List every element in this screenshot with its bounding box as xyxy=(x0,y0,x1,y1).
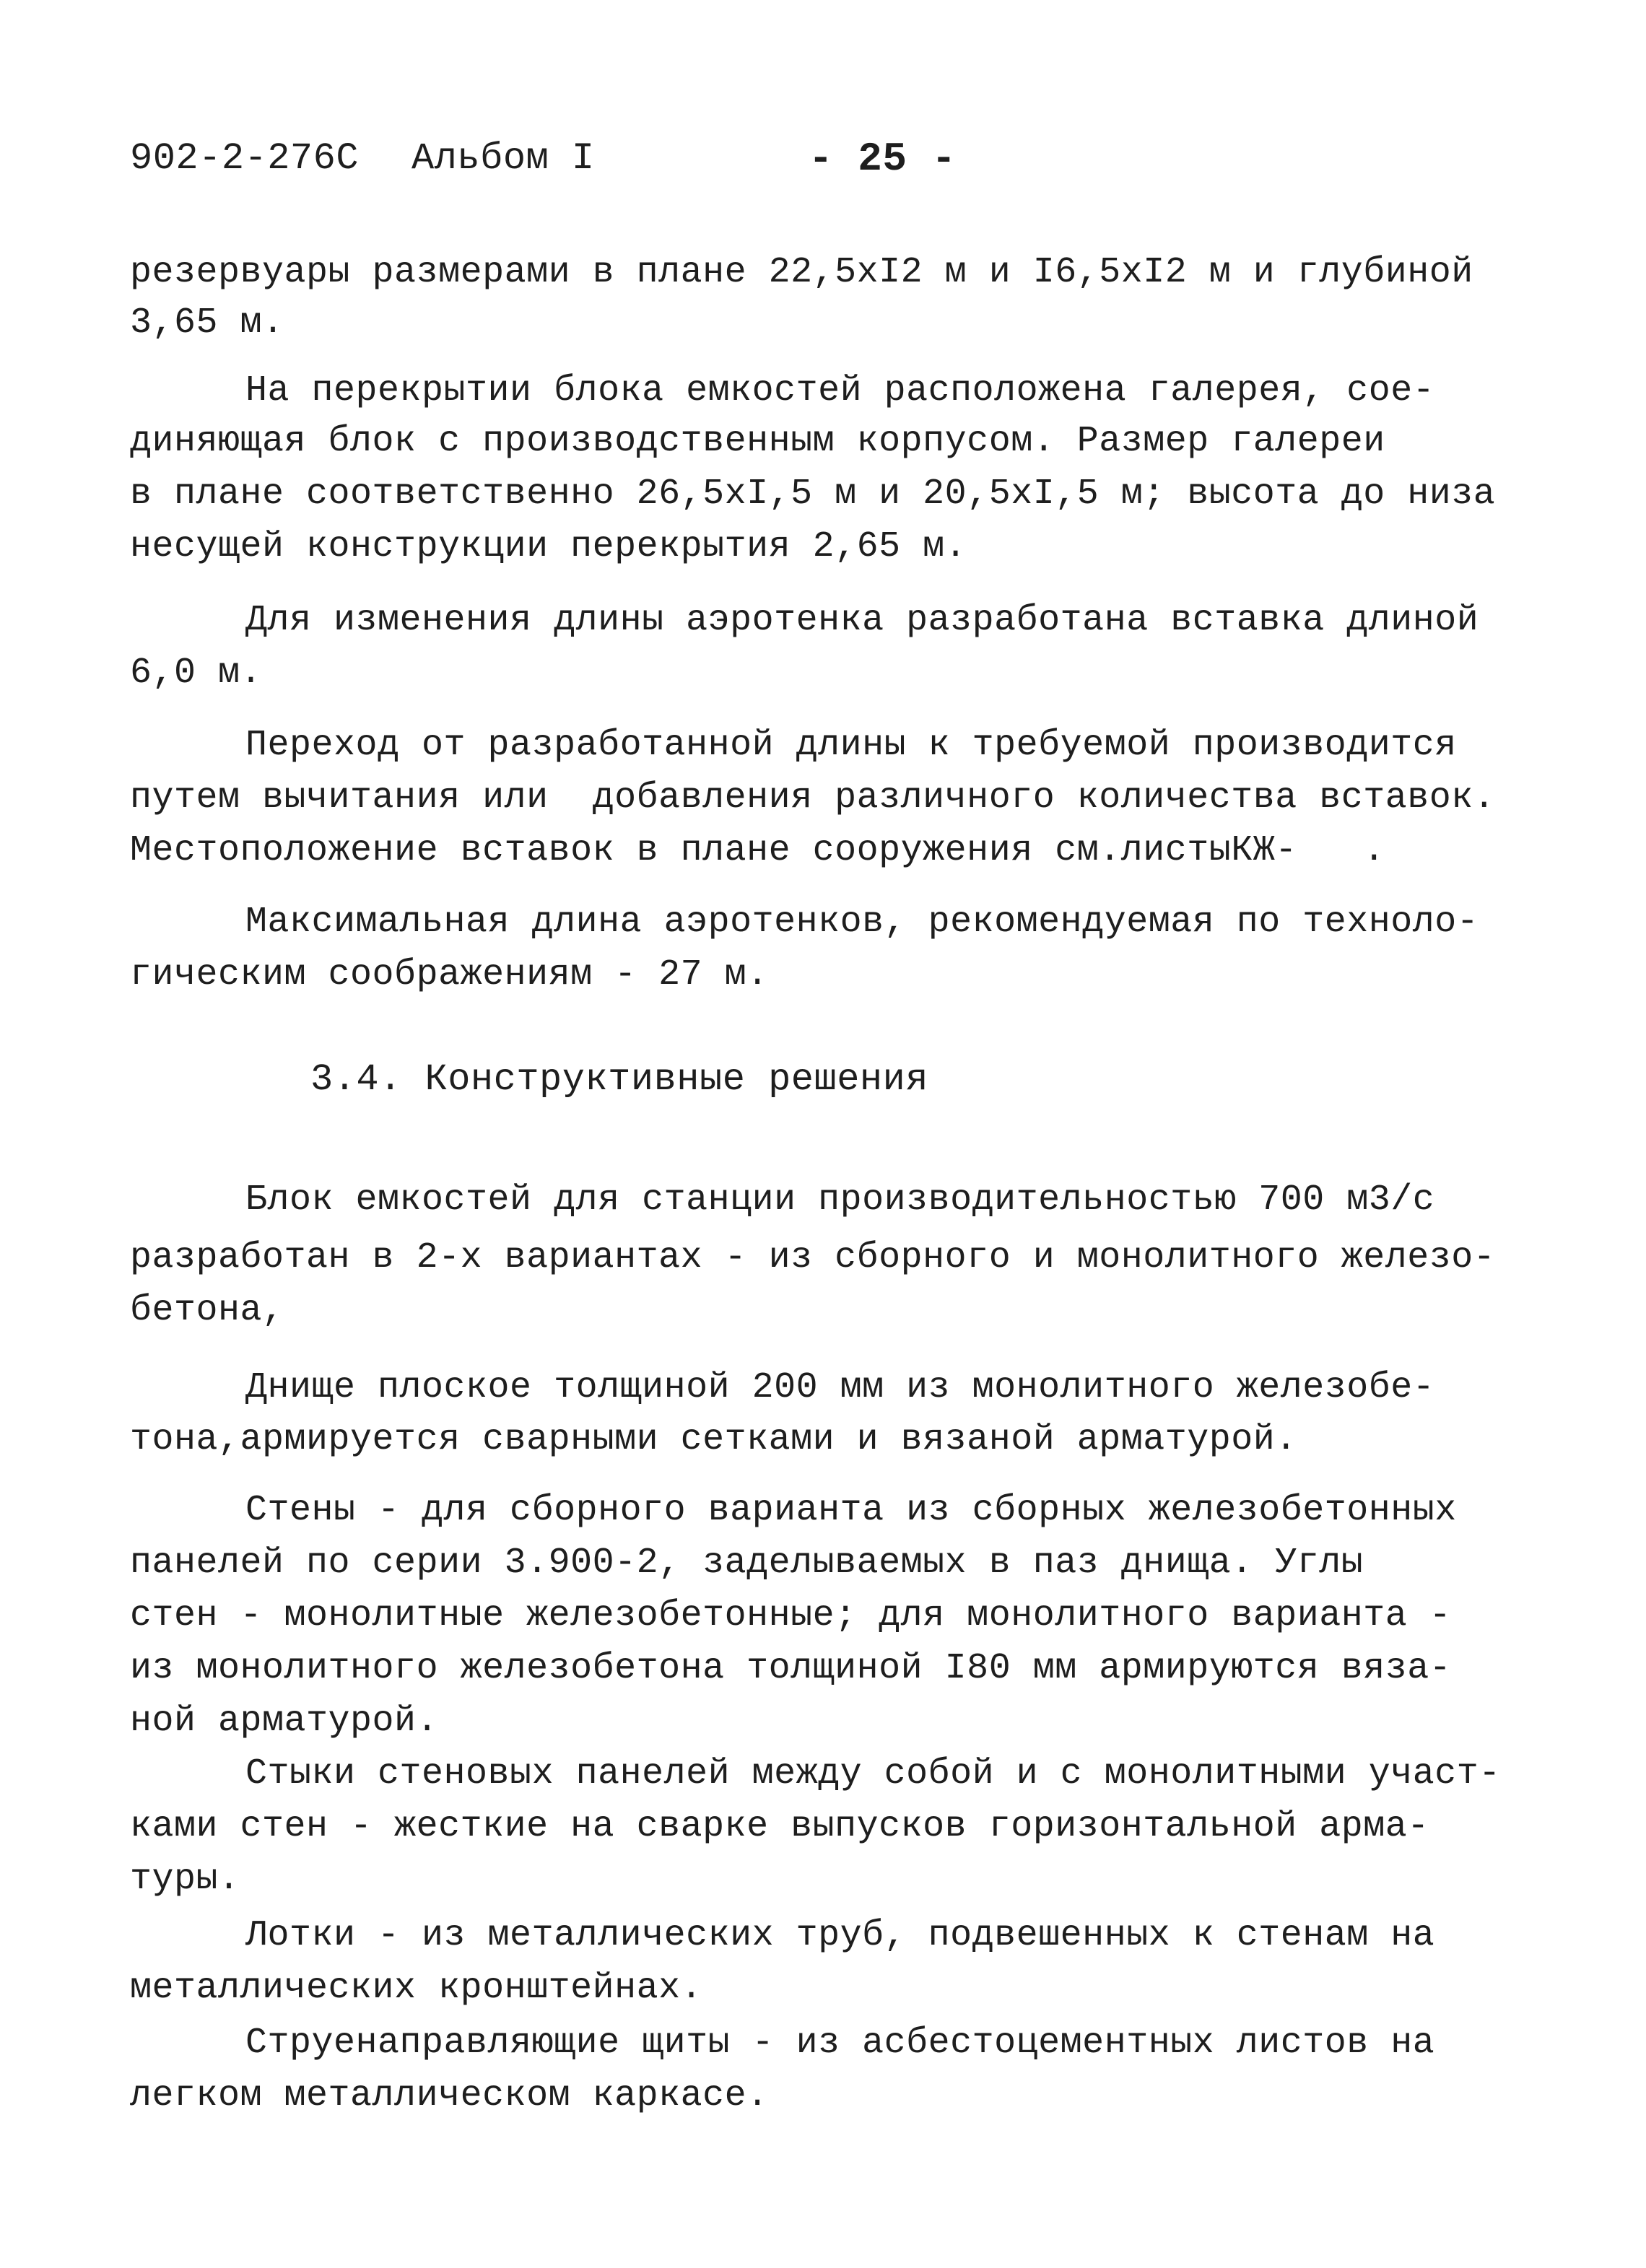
text-line: легком металлическом каркасе. xyxy=(130,2075,769,2116)
text-line: в плане соответственно 26,5хI,5 м и 20,5хI,5 м; высота до низа xyxy=(130,474,1496,515)
document-code: 902-2-276С xyxy=(130,137,360,180)
text-line: тона,армируется сварными сетками и вязаной арматурой. xyxy=(130,1419,1297,1460)
text-line: ками стен - жесткие на сварке выпусков горизонтальной арма- xyxy=(130,1806,1429,1847)
text-line: металлических кронштейнах. xyxy=(130,1968,703,2009)
section-heading: 3.4. Конструктивные решения xyxy=(310,1058,929,1101)
text-line: бетона, xyxy=(130,1290,284,1331)
text-line: Для изменения длины аэротенка разработана вставка длиной xyxy=(245,600,1479,641)
text-line: Переход от разработанной длины к требуемой производится xyxy=(245,725,1457,766)
text-line: 3,65 м. xyxy=(130,302,284,344)
album-label: Альбом I xyxy=(412,137,595,180)
page-number: - 25 - xyxy=(809,136,957,182)
text-line: гическим соображениям - 27 м. xyxy=(130,954,769,995)
text-line: Струенаправляющие щиты - из асбестоцементных листов на xyxy=(245,2023,1435,2064)
text-line: ной арматурой. xyxy=(130,1701,439,1742)
text-line: стен - монолитные железобетонные; для монолитного варианта - xyxy=(130,1595,1452,1636)
text-line: Блок емкостей для станции производительностью 700 м3/с xyxy=(245,1179,1435,1221)
text-line: Стены - для сборного варианта из сборных железобетонных xyxy=(245,1490,1457,1531)
text-line: из монолитного железобетона толщиной I80 мм армируются вяза- xyxy=(130,1648,1452,1689)
text-line: Стыки стеновых панелей между собой и с монолитными участ- xyxy=(245,1753,1501,1794)
text-line: Максимальная длина аэротенков, рекомендуемая по техноло- xyxy=(245,902,1479,943)
text-line: путем вычитания или добавления различного количества вставок. xyxy=(130,777,1496,819)
text-line: несущей конструкции перекрытия 2,65 м. xyxy=(130,526,967,567)
text-line: 6,0 м. xyxy=(130,653,263,694)
text-line: Лотки - из металлических труб, подвешенных к стенам на xyxy=(245,1915,1435,1956)
text-line: На перекрытии блока емкостей расположена галерея, сое- xyxy=(245,370,1435,411)
text-line: туры. xyxy=(130,1859,240,1900)
text-line: Днище плоское толщиной 200 мм из монолитного железобе- xyxy=(245,1367,1435,1408)
text-line: панелей по серии 3.900-2, заделываемых в паз днища. Углы xyxy=(130,1543,1364,1584)
text-line: резервуары размерами в плане 22,5хI2 м и I6,5хI2 м и глубиной xyxy=(130,252,1473,293)
text-line: Местоположение вставок в плане сооружения см.листыКЖ- . xyxy=(130,830,1385,871)
text-line: диняющая блок с производственным корпусом. Размер галереи xyxy=(130,421,1385,462)
text-line: разработан в 2-х вариантах - из сборного и монолитного железо- xyxy=(130,1237,1496,1278)
